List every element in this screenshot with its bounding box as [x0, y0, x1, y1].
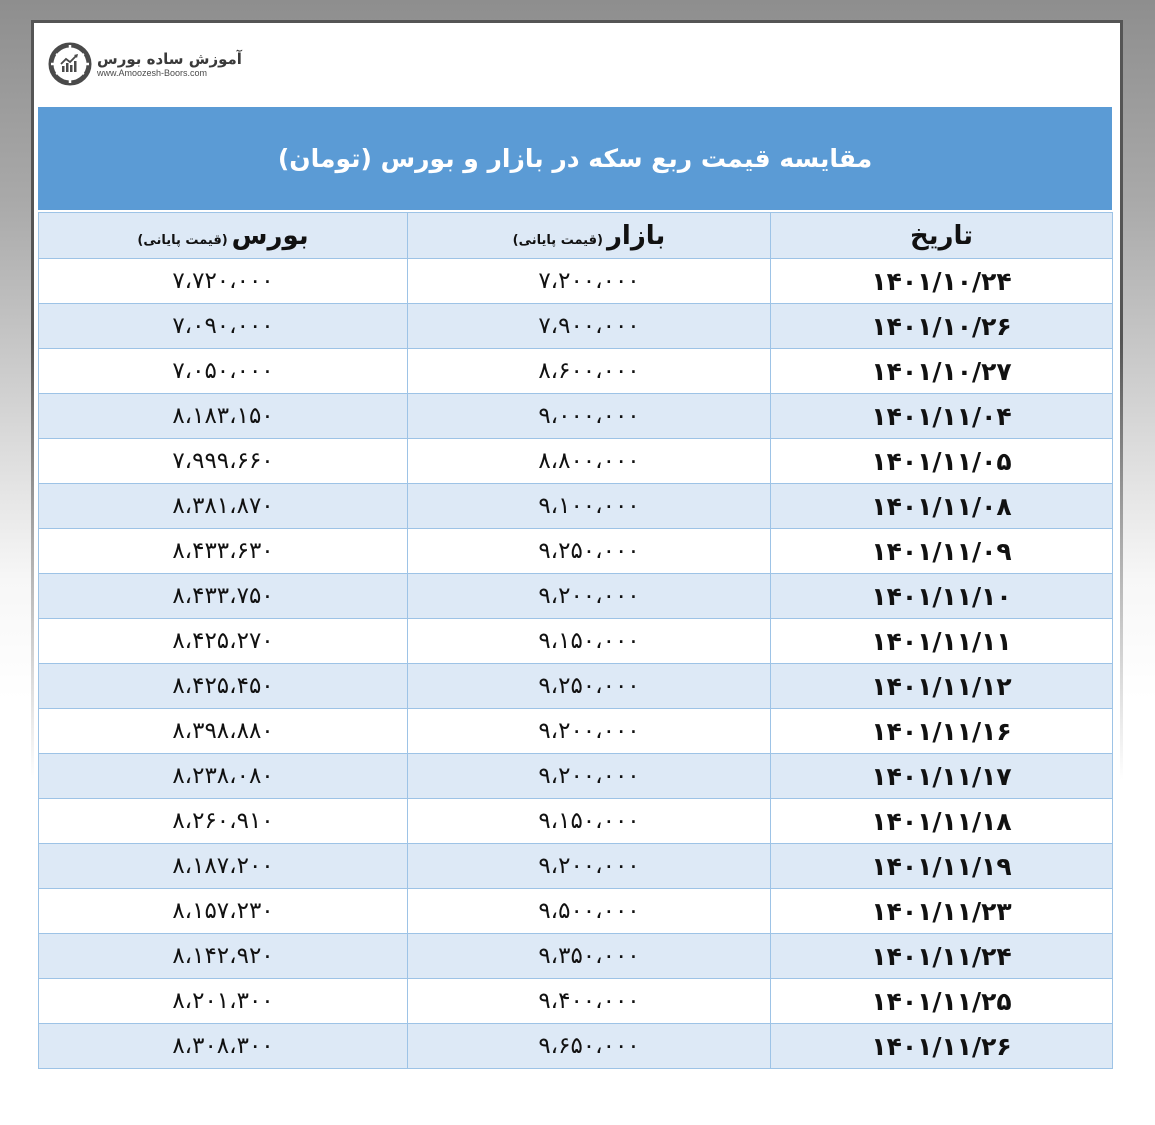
header-bazar — [408, 213, 771, 259]
cell-date: ۱۴۰۱/۱۰/۲۶ — [771, 304, 1113, 349]
cell-date: ۱۴۰۱/۱۱/۰۸ — [771, 484, 1113, 529]
cell-date: ۱۴۰۱/۱۱/۰۴ — [771, 394, 1113, 439]
cell-date: ۱۴۰۱/۱۱/۱۹ — [771, 844, 1113, 889]
cell-bazar: ۹،۳۵۰،۰۰۰ — [408, 934, 771, 979]
cell-bourse: ۸،۱۸۳،۱۵۰ — [39, 394, 408, 439]
cell-bourse: ۸،۱۸۷،۲۰۰ — [39, 844, 408, 889]
cell-bourse: ۸،۴۲۵،۴۵۰ — [39, 664, 408, 709]
cell-bourse: ۸،۲۳۸،۰۸۰ — [39, 754, 408, 799]
cell-date: ۱۴۰۱/۱۱/۲۶ — [771, 1024, 1113, 1069]
brand-name: آموزش ساده بورس — [97, 49, 242, 68]
table-row — [39, 529, 1113, 574]
cell-bourse: ۷،۷۲۰،۰۰۰ — [39, 259, 408, 304]
cell-date: ۱۴۰۱/۱۰/۲۴ — [771, 259, 1113, 304]
cell-bourse: ۷،۰۹۰،۰۰۰ — [39, 304, 408, 349]
cell-bourse: ۸،۱۵۷،۲۳۰ — [39, 889, 408, 934]
cell-bourse: ۷،۹۹۹،۶۶۰ — [39, 439, 408, 484]
cell-date: ۱۴۰۱/۱۱/۱۸ — [771, 799, 1113, 844]
brand-url: www.Amoozesh-Boors.com — [97, 67, 208, 78]
cell-bazar: ۹،۲۵۰،۰۰۰ — [408, 664, 771, 709]
cell-bazar: ۸،۶۰۰،۰۰۰ — [408, 349, 771, 394]
table-row — [39, 439, 1113, 484]
header-date — [771, 213, 1113, 259]
cell-bourse: ۸،۴۳۳،۷۵۰ — [39, 574, 408, 619]
table-row — [39, 349, 1113, 394]
cell-date: ۱۴۰۱/۱۱/۰۵ — [771, 439, 1113, 484]
table-row — [39, 304, 1113, 349]
cell-bazar: ۹،۰۰۰،۰۰۰ — [408, 394, 771, 439]
cell-bazar: ۹،۲۰۰،۰۰۰ — [408, 574, 771, 619]
table-row — [39, 979, 1113, 1024]
table-row — [39, 619, 1113, 664]
table-row — [39, 889, 1113, 934]
infographic-card — [31, 20, 1123, 1125]
cell-bazar: ۹،۲۰۰،۰۰۰ — [408, 709, 771, 754]
cell-bazar: ۸،۸۰۰،۰۰۰ — [408, 439, 771, 484]
table-row — [39, 259, 1113, 304]
cell-bourse: ۸،۱۴۲،۹۲۰ — [39, 934, 408, 979]
card-border — [31, 20, 1123, 23]
cell-bazar: ۹،۱۵۰،۰۰۰ — [408, 799, 771, 844]
cell-bazar: ۹،۱۵۰،۰۰۰ — [408, 619, 771, 664]
cell-bazar: ۹،۲۵۰،۰۰۰ — [408, 529, 771, 574]
cell-bazar: ۹،۶۵۰،۰۰۰ — [408, 1024, 771, 1069]
cell-date: ۱۴۰۱/۱۱/۰۹ — [771, 529, 1113, 574]
cell-date: ۱۴۰۱/۱۱/۲۵ — [771, 979, 1113, 1024]
cell-date: ۱۴۰۱/۱۱/۱۷ — [771, 754, 1113, 799]
cell-date: ۱۴۰۱/۱۱/۱۶ — [771, 709, 1113, 754]
header-bazar-sublabel: (قیمت پایانی) — [512, 232, 603, 248]
table-row — [39, 844, 1113, 889]
cell-bazar: ۷،۹۰۰،۰۰۰ — [408, 304, 771, 349]
cell-bazar: ۷،۲۰۰،۰۰۰ — [408, 259, 771, 304]
table-row — [39, 574, 1113, 619]
price-table — [38, 212, 1113, 1069]
table-title-bar — [38, 107, 1112, 210]
table-row — [39, 709, 1113, 754]
cell-bourse: ۸،۲۶۰،۹۱۰ — [39, 799, 408, 844]
cell-date: ۱۴۰۱/۱۱/۱۱ — [771, 619, 1113, 664]
cell-bourse: ۸،۳۸۱،۸۷۰ — [39, 484, 408, 529]
cell-bazar: ۹،۱۰۰،۰۰۰ — [408, 484, 771, 529]
cell-bazar: ۹،۵۰۰،۰۰۰ — [408, 889, 771, 934]
cell-bourse: ۸،۴۲۵،۲۷۰ — [39, 619, 408, 664]
cell-bazar: ۹،۲۰۰،۰۰۰ — [408, 754, 771, 799]
brand-logo — [48, 39, 242, 89]
cell-date: ۱۴۰۱/۱۱/۱۰ — [771, 574, 1113, 619]
cell-bourse: ۸،۲۰۱،۳۰۰ — [39, 979, 408, 1024]
table-title: مقایسه قیمت ربع سکه در بازار و بورس (تومان) — [277, 144, 873, 173]
table-row — [39, 394, 1113, 439]
table-row — [39, 799, 1113, 844]
card-border — [31, 20, 34, 780]
header-bazar-label: بازار — [606, 220, 666, 251]
header-date-label: تاریخ — [910, 220, 973, 251]
table-row — [39, 754, 1113, 799]
price-comparison-table — [38, 107, 1112, 1069]
table-row — [39, 484, 1113, 529]
cell-date: ۱۴۰۱/۱۱/۱۲ — [771, 664, 1113, 709]
cell-bourse: ۸،۳۰۸،۳۰۰ — [39, 1024, 408, 1069]
table-row — [39, 934, 1113, 979]
cell-date: ۱۴۰۱/۱۱/۲۴ — [771, 934, 1113, 979]
cell-bourse: ۸،۳۹۸،۸۸۰ — [39, 709, 408, 754]
header-bourse — [39, 213, 408, 259]
cell-date: ۱۴۰۱/۱۰/۲۷ — [771, 349, 1113, 394]
table-row — [39, 664, 1113, 709]
header-bourse-label: بورس — [231, 220, 309, 251]
cell-date: ۱۴۰۱/۱۱/۲۳ — [771, 889, 1113, 934]
cell-bourse: ۸،۴۳۳،۶۳۰ — [39, 529, 408, 574]
table-row — [39, 1024, 1113, 1069]
cell-bourse: ۷،۰۵۰،۰۰۰ — [39, 349, 408, 394]
globe-chart-icon — [48, 42, 92, 86]
header-row — [39, 213, 1113, 259]
header-bourse-sublabel: (قیمت پایانی) — [137, 232, 228, 248]
cell-bazar: ۹،۲۰۰،۰۰۰ — [408, 844, 771, 889]
cell-bazar: ۹،۴۰۰،۰۰۰ — [408, 979, 771, 1024]
card-border — [1120, 20, 1123, 780]
